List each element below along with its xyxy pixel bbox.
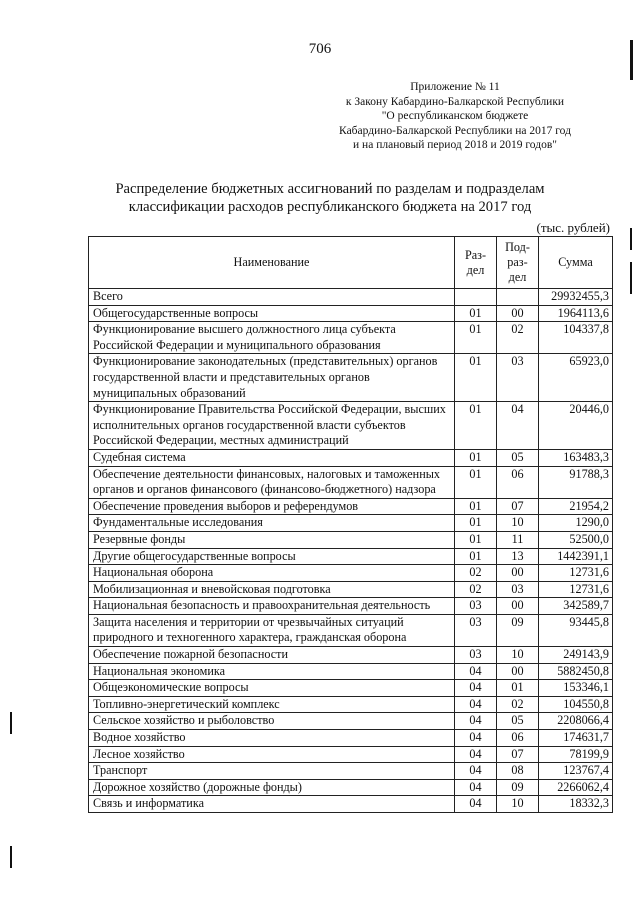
row-amount: 20446,0 bbox=[539, 402, 613, 450]
row-subsection: 00 bbox=[497, 663, 539, 680]
row-name: Водное хозяйство bbox=[89, 730, 455, 747]
row-name: Фундаментальные исследования bbox=[89, 515, 455, 532]
row-section: 01 bbox=[455, 515, 497, 532]
units-label: (тыс. рублей) bbox=[536, 220, 610, 235]
row-subsection: 01 bbox=[497, 680, 539, 697]
row-name: Функционирование Правительства Российской Федерации, высших исполнительных органов государственной власти субъектов Российской Федерации, местных администраций bbox=[89, 402, 455, 450]
row-amount: 342589,7 bbox=[539, 598, 613, 615]
row-section: 04 bbox=[455, 779, 497, 796]
scan-mark bbox=[630, 228, 632, 250]
row-amount: 12731,6 bbox=[539, 581, 613, 598]
appendix-line: Приложение № 11 bbox=[410, 81, 500, 93]
row-section: 04 bbox=[455, 730, 497, 747]
table-row bbox=[89, 581, 613, 598]
row-name: Связь и информатика bbox=[89, 796, 455, 813]
table-row bbox=[89, 305, 613, 322]
row-amount: 78199,9 bbox=[539, 746, 613, 763]
row-amount: 93445,8 bbox=[539, 614, 613, 646]
row-section: 01 bbox=[455, 402, 497, 450]
table-row bbox=[89, 796, 613, 813]
row-subsection: 06 bbox=[497, 466, 539, 498]
row-section: 01 bbox=[455, 449, 497, 466]
row-section: 04 bbox=[455, 763, 497, 780]
table-row bbox=[89, 449, 613, 466]
document-title bbox=[70, 180, 590, 216]
header-subsection: Под- раз- дел bbox=[497, 237, 539, 289]
row-subsection: 00 bbox=[497, 305, 539, 322]
page-number: 706 bbox=[308, 41, 332, 57]
row-subsection: 09 bbox=[497, 779, 539, 796]
row-subsection: 10 bbox=[497, 647, 539, 664]
row-name: Обеспечение проведения выборов и референдумов bbox=[89, 498, 455, 515]
table-row bbox=[89, 614, 613, 646]
table-row bbox=[89, 498, 613, 515]
table-row bbox=[89, 696, 613, 713]
table-row bbox=[89, 565, 613, 582]
row-amount: 65923,0 bbox=[539, 354, 613, 402]
row-subsection: 06 bbox=[497, 730, 539, 747]
row-subsection: 00 bbox=[497, 598, 539, 615]
row-section: 03 bbox=[455, 598, 497, 615]
table-row bbox=[89, 779, 613, 796]
row-amount: 153346,1 bbox=[539, 680, 613, 697]
row-amount: 174631,7 bbox=[539, 730, 613, 747]
row-subsection: 11 bbox=[497, 531, 539, 548]
table-row bbox=[89, 548, 613, 565]
row-amount: 104550,8 bbox=[539, 696, 613, 713]
row-amount: 2266062,4 bbox=[539, 779, 613, 796]
table-row bbox=[89, 402, 613, 450]
row-name: Защита населения и территории от чрезвычайных ситуаций природного и техногенного характера, гражданская оборона bbox=[89, 614, 455, 646]
row-section: 04 bbox=[455, 713, 497, 730]
table-row bbox=[89, 713, 613, 730]
table-row bbox=[89, 515, 613, 532]
budget-table bbox=[88, 236, 613, 813]
row-amount: 2208066,4 bbox=[539, 713, 613, 730]
row-name: Судебная система bbox=[89, 449, 455, 466]
row-section: 04 bbox=[455, 696, 497, 713]
row-subsection: 07 bbox=[497, 498, 539, 515]
row-amount: 21954,2 bbox=[539, 498, 613, 515]
row-subsection: 04 bbox=[497, 402, 539, 450]
row-name: Национальная оборона bbox=[89, 565, 455, 582]
row-section: 04 bbox=[455, 680, 497, 697]
row-section: 01 bbox=[455, 548, 497, 565]
row-amount: 29932455,3 bbox=[539, 289, 613, 306]
row-section: 04 bbox=[455, 796, 497, 813]
table-row bbox=[89, 730, 613, 747]
row-section: 04 bbox=[455, 663, 497, 680]
row-subsection: 08 bbox=[497, 763, 539, 780]
row-section: 01 bbox=[455, 305, 497, 322]
row-section: 03 bbox=[455, 614, 497, 646]
table-row bbox=[89, 663, 613, 680]
row-subsection: 03 bbox=[497, 581, 539, 598]
row-amount: 5882450,8 bbox=[539, 663, 613, 680]
table-row bbox=[89, 289, 613, 306]
row-amount: 91788,3 bbox=[539, 466, 613, 498]
row-subsection: 10 bbox=[497, 515, 539, 532]
table-row bbox=[89, 531, 613, 548]
table-row bbox=[89, 322, 613, 354]
row-name: Общегосударственные вопросы bbox=[89, 305, 455, 322]
row-section: 01 bbox=[455, 498, 497, 515]
table-row bbox=[89, 647, 613, 664]
appendix-line: и на плановый период 2018 и 2019 годов" bbox=[353, 139, 557, 151]
row-amount: 104337,8 bbox=[539, 322, 613, 354]
appendix-line: к Закону Кабардино-Балкарской Республики bbox=[345, 95, 565, 108]
row-amount: 1290,0 bbox=[539, 515, 613, 532]
row-name: Топливно-энергетический комплекс bbox=[89, 696, 455, 713]
header-name: Наименование bbox=[89, 237, 455, 289]
row-name: Национальная безопасность и правоохранительная деятельность bbox=[89, 598, 455, 615]
appendix-header bbox=[290, 80, 620, 153]
row-amount: 163483,3 bbox=[539, 449, 613, 466]
row-amount: 1442391,1 bbox=[539, 548, 613, 565]
row-name: Обеспечение пожарной безопасности bbox=[89, 647, 455, 664]
scan-mark bbox=[10, 846, 12, 868]
table-row bbox=[89, 746, 613, 763]
row-name: Сельское хозяйство и рыболовство bbox=[89, 713, 455, 730]
table-row bbox=[89, 354, 613, 402]
appendix-line: "О республиканском бюджете bbox=[381, 110, 529, 122]
row-subsection: 13 bbox=[497, 548, 539, 565]
row-name: Всего bbox=[89, 289, 455, 306]
row-subsection bbox=[497, 289, 539, 306]
table-row bbox=[89, 763, 613, 780]
row-subsection: 07 bbox=[497, 746, 539, 763]
row-subsection: 10 bbox=[497, 796, 539, 813]
table-row bbox=[89, 598, 613, 615]
header-amount: Сумма bbox=[539, 237, 613, 289]
table-row bbox=[89, 466, 613, 498]
row-section: 01 bbox=[455, 466, 497, 498]
row-section: 04 bbox=[455, 746, 497, 763]
scan-mark bbox=[630, 40, 633, 80]
table-header-row bbox=[89, 237, 613, 289]
row-amount: 249143,9 bbox=[539, 647, 613, 664]
header-section: Раз- дел bbox=[455, 237, 497, 289]
row-section: 01 bbox=[455, 531, 497, 548]
row-amount: 123767,4 bbox=[539, 763, 613, 780]
row-amount: 1964113,6 bbox=[539, 305, 613, 322]
row-section: 03 bbox=[455, 647, 497, 664]
row-name: Мобилизационная и вневойсковая подготовка bbox=[89, 581, 455, 598]
row-subsection: 09 bbox=[497, 614, 539, 646]
row-section: 01 bbox=[455, 322, 497, 354]
row-section bbox=[455, 289, 497, 306]
row-section: 02 bbox=[455, 581, 497, 598]
row-section: 01 bbox=[455, 354, 497, 402]
row-amount: 52500,0 bbox=[539, 531, 613, 548]
row-name: Резервные фонды bbox=[89, 531, 455, 548]
row-name: Функционирование высшего должностного лица субъекта Российской Федерации и муниципального образования bbox=[89, 322, 455, 354]
scan-mark bbox=[10, 712, 12, 734]
row-subsection: 00 bbox=[497, 565, 539, 582]
row-subsection: 05 bbox=[497, 449, 539, 466]
row-subsection: 05 bbox=[497, 713, 539, 730]
row-subsection: 02 bbox=[497, 696, 539, 713]
row-name: Другие общегосударственные вопросы bbox=[89, 548, 455, 565]
row-subsection: 03 bbox=[497, 354, 539, 402]
row-name: Обеспечение деятельности финансовых, налоговых и таможенных органов и органов финансового (финансово-бюджетного) надзора bbox=[89, 466, 455, 498]
appendix-line: Кабардино-Балкарской Республики на 2017 год bbox=[339, 124, 571, 137]
row-subsection: 02 bbox=[497, 322, 539, 354]
row-name: Дорожное хозяйство (дорожные фонды) bbox=[89, 779, 455, 796]
row-amount: 18332,3 bbox=[539, 796, 613, 813]
row-name: Лесное хозяйство bbox=[89, 746, 455, 763]
row-name: Транспорт bbox=[89, 763, 455, 780]
title-line: Распределение бюджетных ассигнований по разделам и подразделам bbox=[115, 181, 545, 197]
table-row bbox=[89, 680, 613, 697]
row-section: 02 bbox=[455, 565, 497, 582]
table-body bbox=[89, 289, 613, 813]
row-name: Национальная экономика bbox=[89, 663, 455, 680]
row-amount: 12731,6 bbox=[539, 565, 613, 582]
row-name: Общеэкономические вопросы bbox=[89, 680, 455, 697]
scan-mark bbox=[630, 262, 632, 294]
title-line: классификации расходов республиканского бюджета на 2017 год bbox=[128, 199, 532, 215]
row-name: Функционирование законодательных (представительных) органов государственной власти и представительных органов муниципальных образований bbox=[89, 354, 455, 402]
